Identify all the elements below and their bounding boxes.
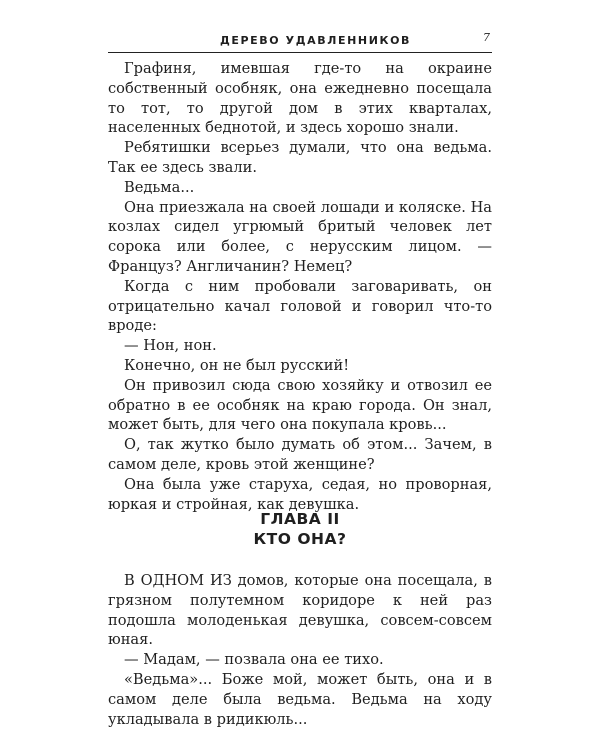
running-title: ДЕРЕВО УДАВЛЕННИКОВ [220, 34, 412, 47]
chapter-heading [108, 509, 492, 549]
paragraph: Ребятишки всерьез думали, что она ведьма. Так ее здесь звали. [108, 139, 492, 176]
running-header [108, 30, 492, 53]
chapter-number: ГЛАВА II [260, 510, 340, 528]
paragraph: Она была уже старуха, седая, но проворная, юркая и стройная, как девушка. [108, 475, 492, 513]
paragraph: Ведьма... [124, 178, 195, 196]
paragraph: — Мадам, — позвала она ее тихо. [124, 651, 384, 669]
paragraph: Когда с ним пробовали заговаривать, он отрицательно качал головой и говорил что-то вроде: [108, 277, 492, 335]
paragraph: «Ведьма»... Боже мой, может быть, она и в самом деле была ведьма. Ведьма на ходу укладывала в ридикюль... [108, 670, 492, 728]
paragraph: В ОДНОМ ИЗ домов, которые она посещала, в грязном полутемном коридоре к ней раз подошла молоденькая девушка, совсем-совсем юная. [108, 572, 492, 649]
paragraph: О, так жутко было думать об этом... Зачем, в самом деле, кровь этой женщине? [108, 436, 492, 473]
paragraph: Он привозил сюда свою хозяйку и отвозил ее обратно в ее особняк на краю города. Он знал, может быть, для чего она покупала кровь... [108, 376, 492, 434]
page-number: 7 [483, 31, 490, 44]
paragraph: Конечно, он не был русский! [124, 356, 350, 374]
paragraph: Графиня, имевшая где-то на окраине собственный особняк, она ежедневно посещала то тот, то другой дом в этих кварталах, населенных беднотой, и здесь хорошо знали. [108, 60, 492, 137]
paragraph: — Нон, нон. [124, 337, 217, 355]
body-text-after-chapter [108, 571, 492, 729]
body-text-before-chapter [108, 59, 492, 514]
chapter-title: КТО ОНА? [253, 530, 347, 548]
paragraph: Она приезжала на своей лошади и коляске. На козлах сидел угрюмый бритый человек лет сорока или более, с нерусским лицом. — Француз? Англичанин? Немец? [108, 198, 492, 275]
